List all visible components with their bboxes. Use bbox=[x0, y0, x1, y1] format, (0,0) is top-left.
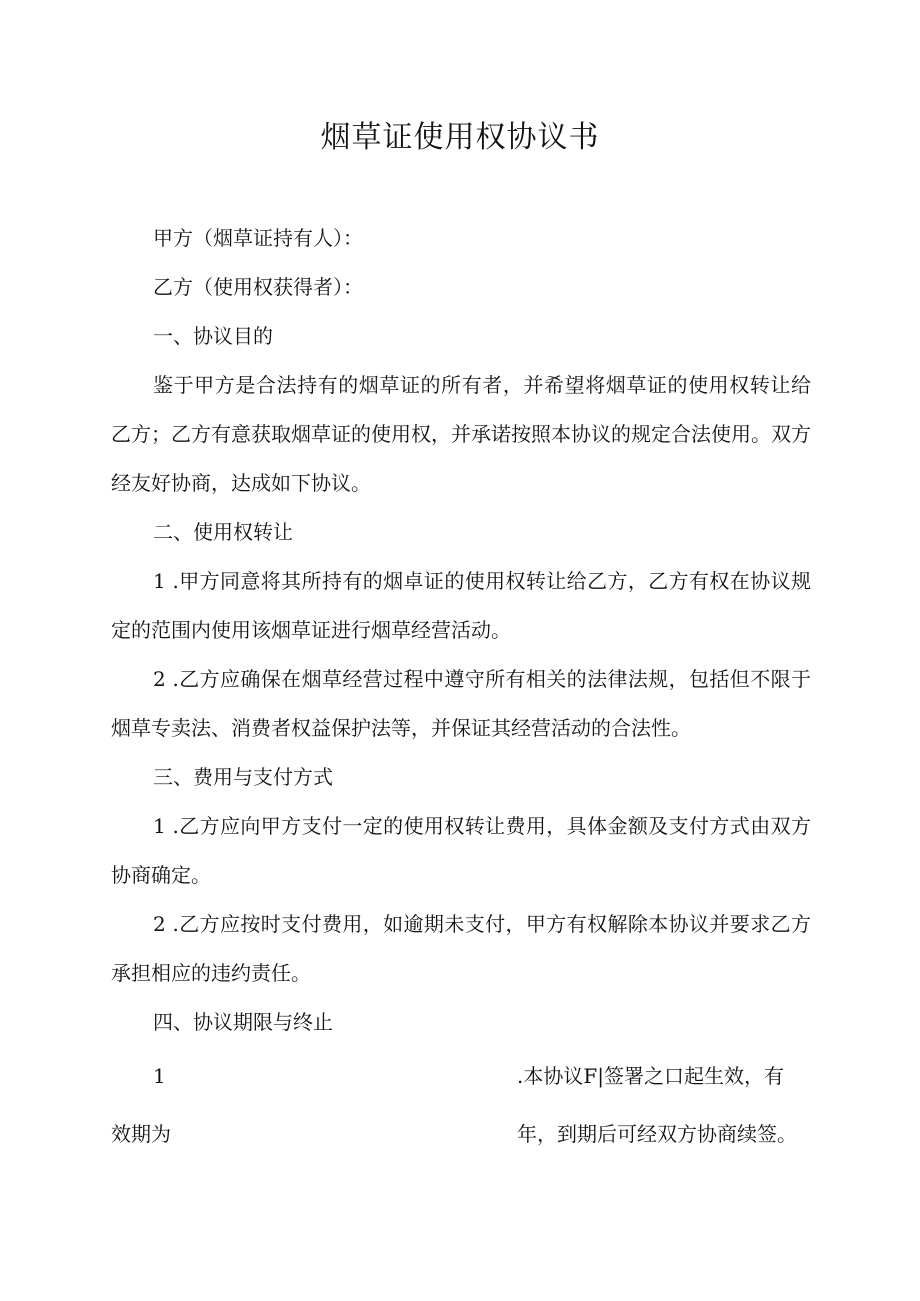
party-b-line: 乙方（使用权获得者）： bbox=[153, 275, 363, 299]
term-line-2-right: 年，到期后可经双方协商续签。 bbox=[517, 1122, 797, 1146]
paragraph-fees-1: 1 .乙方应向甲方支付一定的使用权转让费用，具体金额及支付方式由双方协商确定。 bbox=[111, 814, 811, 887]
term-line-2 bbox=[111, 1105, 811, 1163]
paragraph-fees-2: 2 .乙方应按时支付费用，如逾期未支付，甲方有权解除本协议并要求乙方承担相应的违约责任。 bbox=[111, 912, 811, 985]
term-line-1 bbox=[111, 1047, 811, 1105]
term-line-1-number: 1 bbox=[153, 1064, 166, 1088]
paragraph-transfer-1: 1 .甲方同意将其所持有的烟卓证的使用权转让给乙方，乙方有权在协议规定的范围内使用该烟草证进行烟草经营活动。 bbox=[111, 569, 811, 642]
section-heading-purpose: 一、协议目的 bbox=[153, 324, 273, 348]
document-body bbox=[111, 214, 811, 1163]
paragraph-purpose: 鉴于甲方是合法持有的烟草证的所有者，并希望将烟草证的使用权转让给乙方；乙方有意获取烟草证的使用权，并承诺按照本协议的规定合法使用。双方经友好协商，达成如下协议。 bbox=[111, 373, 811, 495]
term-line-1-text: .本协议F|签署之口起生效，有 bbox=[517, 1064, 784, 1088]
section-heading-transfer: 二、使用权转让 bbox=[153, 520, 293, 544]
section-heading-fees: 三、费用与支付方式 bbox=[153, 765, 333, 789]
term-line-2-left: 效期为 bbox=[111, 1122, 171, 1146]
section-heading-term: 四、协议期限与终止 bbox=[153, 1010, 333, 1034]
party-a-line: 甲方（烟草证持有人）： bbox=[153, 226, 363, 250]
paragraph-transfer-2: 2 .乙方应确保在烟草经营过程中遵守所有相关的法律法规，包括但不限于烟草专卖法、消费者权益保护法等，并保证其经营活动的合法性。 bbox=[111, 667, 811, 740]
document-title: 烟草证使用权协议书 bbox=[320, 120, 600, 155]
